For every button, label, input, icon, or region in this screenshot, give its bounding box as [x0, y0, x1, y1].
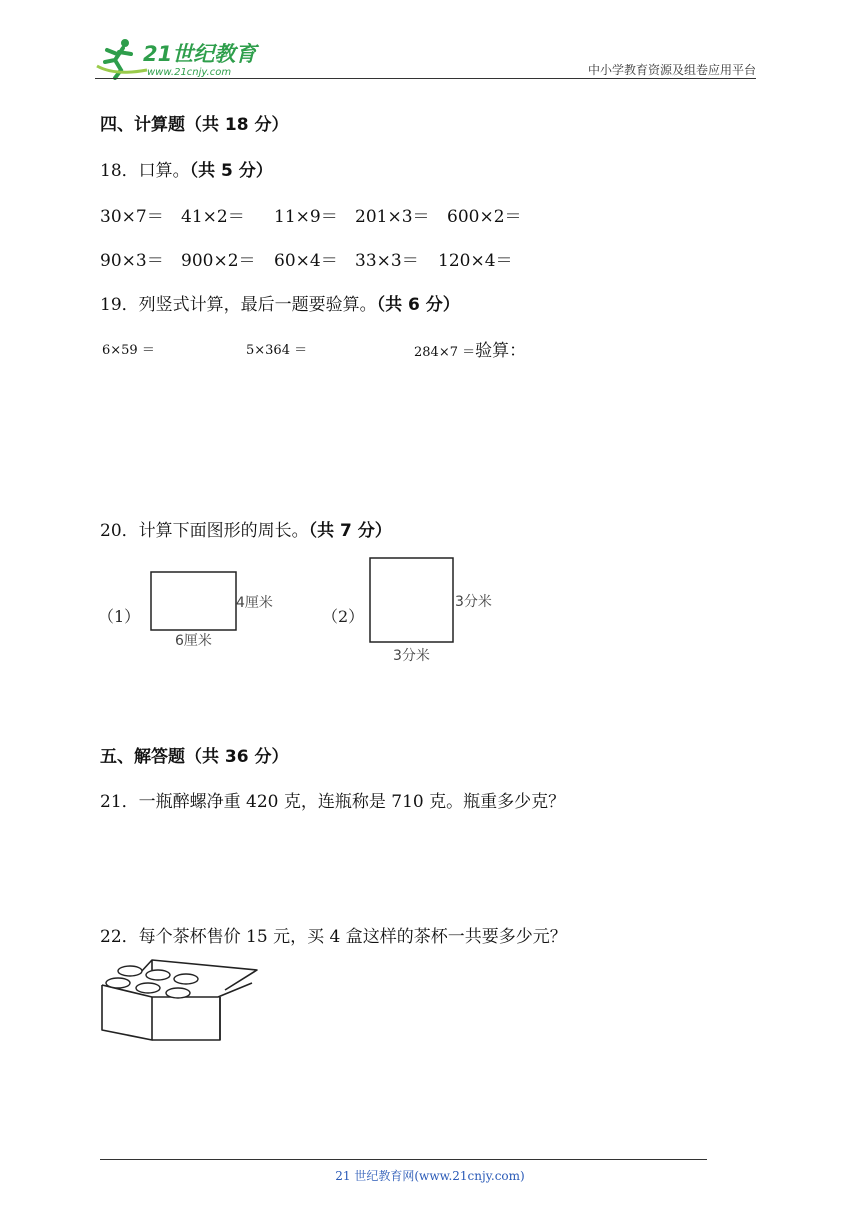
- q18-row1-item: 201×3＝: [355, 207, 430, 227]
- site-logo: [95, 36, 265, 80]
- q19-score: （共 6 分）: [376, 295, 460, 315]
- q18-row2-item: 60×4＝: [274, 251, 338, 271]
- fig2-side-label: 3分米: [455, 594, 492, 610]
- q18-row2-item: 33×3＝: [355, 251, 419, 271]
- q18-row1-item: 30×7＝: [100, 207, 164, 227]
- logo-url: www.21cnjy.com: [147, 67, 232, 78]
- q20-heading: [100, 516, 392, 541]
- fig1-rectangle: [151, 572, 236, 630]
- section5-title: 五、解答题（共 36 分）: [100, 747, 289, 767]
- section4-title: 四、计算题（共 18 分）: [100, 115, 289, 135]
- q18-text: 18．口算。: [100, 161, 190, 181]
- q20-score: （共 7 分）: [308, 521, 392, 541]
- q18-row1-item: 600×2＝: [447, 207, 522, 227]
- logo-text: 21世纪教育: [143, 42, 257, 66]
- q19-item: 5×364 ＝: [246, 343, 308, 358]
- teacup-box-image: [100, 955, 260, 1045]
- runner-icon: [97, 39, 147, 78]
- header-divider: [95, 78, 756, 79]
- q21-text: 21．一瓶醉螺净重 420 克，连瓶称是 710 克。瓶重多少克？: [100, 792, 566, 812]
- fig1-tag: （1）: [98, 607, 141, 626]
- q18-score: （共 5 分）: [189, 161, 273, 181]
- fig2-bottom-label: 3分米: [393, 648, 430, 664]
- q20-figures: [95, 550, 515, 670]
- q19-item: 6×59 ＝: [102, 343, 155, 358]
- q18-row1-item: 11×9＝: [274, 207, 338, 227]
- fig1-bottom-label: 6厘米: [175, 633, 212, 649]
- q18-row1-item: 41×2＝: [181, 207, 245, 227]
- q18-row2-item: 90×3＝: [100, 251, 164, 271]
- q18-heading: [100, 156, 273, 181]
- footer-link[interactable]: 21 世纪教育网(www.21cnjy.com): [335, 1169, 525, 1183]
- footer-divider: [100, 1159, 707, 1160]
- q19-item-with-check: [414, 336, 526, 361]
- q19-item: 284×7 ＝: [414, 345, 476, 360]
- header-platform-text: 中小学教育资源及组卷应用平台: [587, 63, 756, 77]
- q19-check-label: 验算：: [475, 341, 527, 361]
- q18-row2-item: 900×2＝: [181, 251, 256, 271]
- fig2-tag: （2）: [322, 607, 365, 626]
- q19-text: 19．列竖式计算，最后一题要验算。: [100, 295, 377, 315]
- q18-row2-item: 120×4＝: [438, 251, 513, 271]
- fig2-square: [370, 558, 453, 642]
- fig1-side-label: 4厘米: [236, 595, 273, 611]
- q19-heading: [100, 290, 460, 315]
- q22-text: 22．每个茶杯售价 15 元，买 4 盒这样的茶杯一共要多少元？: [100, 927, 567, 947]
- q20-text: 20．计算下面图形的周长。: [100, 521, 309, 541]
